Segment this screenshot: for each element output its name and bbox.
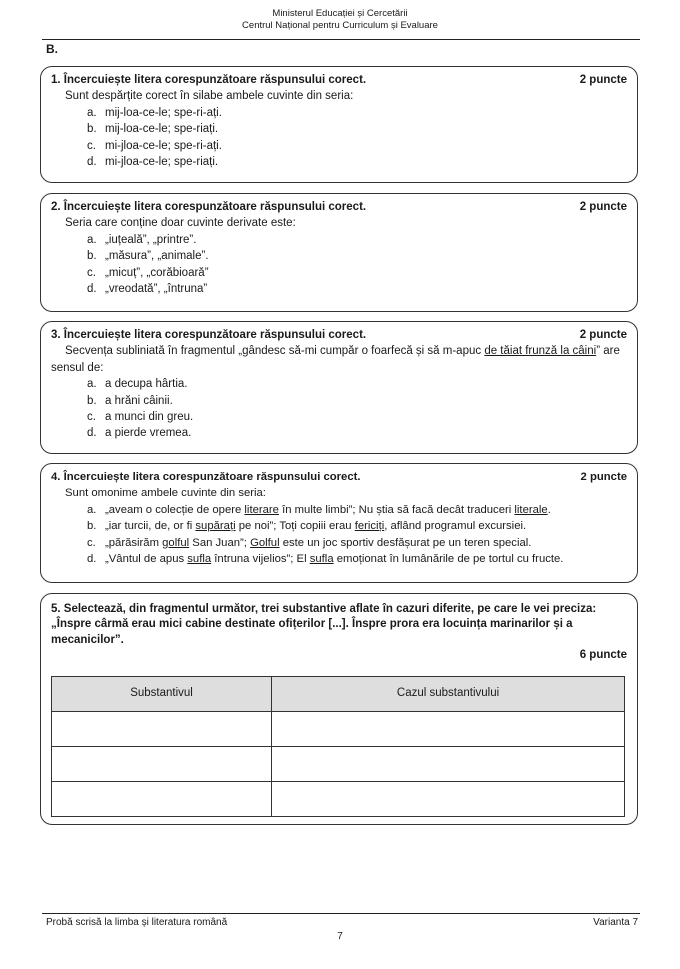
option-letter: c. xyxy=(87,266,96,279)
option-letter: b. xyxy=(87,520,97,533)
table-row xyxy=(52,711,625,746)
option-text: mij-loa-ce-le; spe-riați. xyxy=(105,123,219,136)
option-letter: c. xyxy=(87,411,96,424)
option-d[interactable] xyxy=(51,551,627,567)
option-letter: a. xyxy=(87,106,97,119)
question-2-box xyxy=(40,193,638,312)
option-text: , aflând programul excursiei. xyxy=(384,520,527,533)
option-c[interactable] xyxy=(51,409,627,425)
option-letter: b. xyxy=(87,250,97,263)
option-text: emoționat în lumânările de pe tortul cu fructe. xyxy=(333,553,564,566)
answer-cell-noun[interactable] xyxy=(52,711,272,746)
question-instruction: Încercuiește litera corespunzătoare răspunsului corect. xyxy=(63,74,367,86)
section-label: B. xyxy=(46,42,58,56)
option-letter: d. xyxy=(87,427,97,440)
answer-cell-noun[interactable] xyxy=(52,781,272,816)
question-points: 2 puncte xyxy=(579,201,627,213)
question-text: Selectează, din fragmentul următor, trei substantive aflate în cazuri diferite, pe care le vei preciza: „Înspre cârmă erau mici cabine destinate ofițerilor [...]. Înspre prora era locuința marinarilor și a mecanicilor”. xyxy=(51,603,597,646)
question-number: 2. xyxy=(51,201,61,213)
option-text: întruna vijelios”; El xyxy=(211,553,310,566)
option-c[interactable] xyxy=(51,535,627,551)
option-letter: b. xyxy=(87,394,97,407)
option-text: mij-loa-ce-le; spe-ri-ați. xyxy=(105,106,222,119)
option-a[interactable] xyxy=(51,376,627,392)
question-points: 2 puncte xyxy=(579,74,627,86)
answer-table xyxy=(51,676,625,817)
question-instruction: Încercuiește litera corespunzătoare răspunsului corect. xyxy=(63,471,361,483)
footer-divider xyxy=(42,913,640,914)
question-stem: Sunt omonime ambele cuvinte din seria: xyxy=(65,487,266,500)
question-3-box xyxy=(40,321,638,454)
question-3-header xyxy=(51,327,627,343)
question-2-header xyxy=(51,199,627,215)
option-text: . xyxy=(547,503,551,516)
table-header-row xyxy=(52,676,625,711)
underlined-word: sufla xyxy=(309,553,334,566)
option-letter: d. xyxy=(87,283,97,296)
underlined-word: literare xyxy=(244,503,279,516)
option-text: „măsura”, „animale”. xyxy=(105,250,209,263)
question-4-box xyxy=(40,463,638,583)
option-text: „Vântul de apus xyxy=(105,553,188,566)
column-header-noun: Substantivul xyxy=(52,676,272,711)
option-letter: a. xyxy=(87,503,97,516)
option-d[interactable] xyxy=(51,154,627,170)
page-header xyxy=(0,8,680,32)
option-text: a decupa hârtia. xyxy=(105,378,188,391)
ministry-name: Ministerul Educației și Cercetării xyxy=(272,8,408,19)
option-b[interactable] xyxy=(51,121,627,137)
option-text: a hrăni câinii. xyxy=(105,394,173,407)
option-text: „vreodată”, „întruna” xyxy=(105,283,208,296)
option-letter: c. xyxy=(87,139,96,152)
question-instruction: Încercuiește litera corespunzătoare răspunsului corect. xyxy=(63,201,367,213)
header-divider xyxy=(42,39,640,40)
option-a[interactable] xyxy=(51,502,627,518)
option-text: mi-jloa-ce-le; spe-ri-ați. xyxy=(105,139,222,152)
underlined-word: supărați xyxy=(195,520,236,533)
question-stem xyxy=(51,343,627,376)
question-4-header xyxy=(51,469,627,485)
question-1-header xyxy=(51,72,627,88)
option-a[interactable] xyxy=(51,105,627,121)
option-text: pe noi”; Toți copiii erau xyxy=(235,520,355,533)
table-row xyxy=(52,746,625,781)
option-text: a munci din greu. xyxy=(105,411,194,424)
option-text: „iuțeală”, „printre”. xyxy=(105,233,197,246)
option-b[interactable] xyxy=(51,518,627,534)
question-5-box xyxy=(40,593,638,825)
question-points: 2 puncte xyxy=(580,471,627,483)
underlined-sequence: de tăiat frunză la câini xyxy=(484,345,597,358)
option-a[interactable] xyxy=(51,232,627,248)
question-5-text xyxy=(51,602,627,648)
question-points: 2 puncte xyxy=(579,329,627,341)
question-1-box xyxy=(40,66,638,183)
option-b[interactable] xyxy=(51,393,627,409)
option-text: a pierde vremea. xyxy=(105,427,192,440)
answer-cell-noun[interactable] xyxy=(52,746,272,781)
underlined-word: sufla xyxy=(187,553,212,566)
option-letter: c. xyxy=(87,536,96,549)
option-text: „micuț”, „corăbioară” xyxy=(105,266,209,279)
question-number: 4. xyxy=(51,471,61,483)
option-c[interactable] xyxy=(51,138,627,154)
underlined-word: literale xyxy=(514,503,548,516)
option-letter: d. xyxy=(87,156,97,169)
option-text: mi-jloa-ce-le; spe-riați. xyxy=(105,156,219,169)
center-name: Centrul Național pentru Curriculum și Evaluare xyxy=(242,20,438,31)
option-letter: d. xyxy=(87,553,97,566)
answer-cell-case[interactable] xyxy=(272,711,625,746)
question-points: 6 puncte xyxy=(579,649,627,662)
footer-exam-title: Probă scrisă la limba și literatura română xyxy=(46,917,228,928)
option-text: este un joc sportiv desfășurat pe un teren special. xyxy=(279,536,532,549)
answer-cell-case[interactable] xyxy=(272,746,625,781)
option-b[interactable] xyxy=(51,248,627,264)
option-text: San Juan”; xyxy=(189,536,251,549)
option-c[interactable] xyxy=(51,265,627,281)
option-text: în multe limbi”; Nu știa să facă decât traduceri xyxy=(278,503,515,516)
option-letter: b. xyxy=(87,123,97,136)
option-d[interactable] xyxy=(51,281,627,297)
option-letter: a. xyxy=(87,233,97,246)
underlined-word: fericiți xyxy=(354,520,385,533)
question-instruction: Încercuiește litera corespunzătoare răspunsului corect. xyxy=(63,329,367,341)
option-d[interactable] xyxy=(51,425,627,441)
question-number: 5. xyxy=(51,603,61,615)
table-row xyxy=(52,781,625,816)
question-number: 1. xyxy=(51,74,61,86)
option-letter: a. xyxy=(87,378,97,391)
answer-cell-case[interactable] xyxy=(272,781,625,816)
question-stem: Seria care conține doar cuvinte derivate este: xyxy=(65,217,296,230)
option-text: „părăsirăm xyxy=(105,536,163,549)
footer-variant: Varianta 7 xyxy=(593,917,638,928)
question-stem: Sunt despărțite corect în silabe ambele cuvinte din seria: xyxy=(65,90,354,103)
stem-text: ” are sensul de: xyxy=(51,345,620,374)
underlined-word: golful xyxy=(162,536,190,549)
stem-text: Secvența subliniată în fragmentul „gândesc să-mi cumpăr o foarfecă și să m-apuc xyxy=(65,345,485,358)
option-text: „aveam o colecție de opere xyxy=(105,503,245,516)
column-header-case: Cazul substantivului xyxy=(272,676,625,711)
page-number: 7 xyxy=(337,931,343,942)
underlined-word: Golful xyxy=(250,536,280,549)
option-text: „iar turcii, de, or fi xyxy=(105,520,196,533)
question-number: 3. xyxy=(51,329,61,341)
